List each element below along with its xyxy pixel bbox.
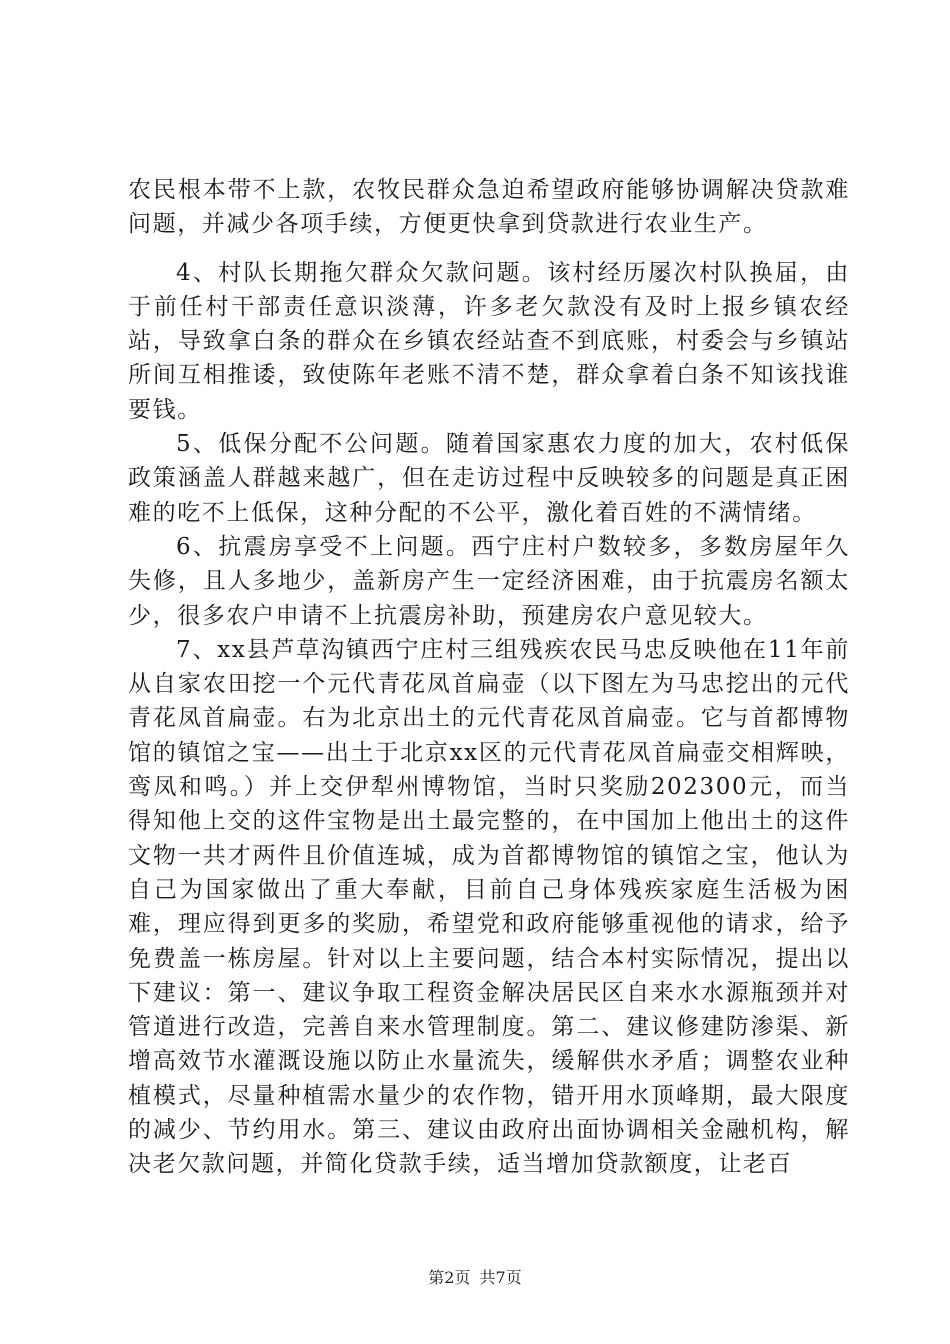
document-body (128, 173, 850, 1182)
paragraph-item-5: 5、低保分配不公问题。随着国家惠农力度的加大，农村低保政策涵盖人群越来越广，但在走访过程中反映较多的问题是真正困难的吃不上低保，这种分配的不公平，激化着百姓的不满情绪。 (128, 431, 850, 526)
page-footer (0, 1268, 950, 1288)
page-number: 第2页 (428, 1268, 471, 1287)
paragraph-loan-continuation: 农民根本带不上款，农牧民群众急迫希望政府能够协调解决贷款难问题，并减少各项手续，方便更快拿到贷款进行农业生产。 (128, 177, 850, 238)
page-total: 共7页 (479, 1268, 522, 1287)
paragraph-item-4: 4、村队长期拖欠群众欠款问题。该村经历屡次村队换届，由于前任村干部责任意识淡薄，许多老欠款没有及时上报乡镇农经站，导致拿白条的群众在乡镇农经站查不到底账，村委会与乡镇站所间互相推诿，致使陈年老账不清不楚，群众拿着白条不知该找谁要钱。 (128, 259, 850, 423)
paragraph-item-7: 7、xx县芦草沟镇西宁庄村三组残疾农民马忠反映他在11年前从自家农田挖一个元代青花凤首扁壶（以下图左为马忠挖出的元代青花凤首扁壶。右为北京出土的元代青花凤首扁壶。它与首都博物馆的镇馆之宝——出土于北京xx区的元代青花凤首扁壶交相辉映，鸾凤和鸣。）并上交伊犁州博物馆，当时只奖励202300元，而当得知他上交的这件宝物是出土最完整的，在中国加上他出土的这件文物一共才两件且价值连城，成为首都博物馆的镇馆之宝，他认为自己为国家做出了重大奉献，目前自己身体残疾家庭生活极为困难，理应得到更多的奖励，希望党和政府能够重视他的请求，给予免费盖一栋房屋。针对以上主要问题，结合本村实际情况，提出以下建议：第一、建议争取工程资金解决居民区自来水水源瓶颈并对管道进行改造，完善自来水管理制度。第二、建议修建防渗渠、新增高效节水灌溉设施以防止水量流失，缓解供水矛盾；调整农业种植模式，尽量种植需水量少的农作物，错开用水顶峰期，最大限度的减少、节约用水。第三、建议由政府出面协调相关金融机构，解决老欠款问题，并简化贷款手续，适当增加贷款额度，让老百 (128, 636, 850, 1178)
paragraph-item-6: 6、抗震房享受不上问题。西宁庄村户数较多，多数房屋年久失修，且人多地少，盖新房产生一定经济困难，由于抗震房名额太少，很多农户申请不上抗震房补助，预建房农户意见较大。 (128, 533, 850, 629)
